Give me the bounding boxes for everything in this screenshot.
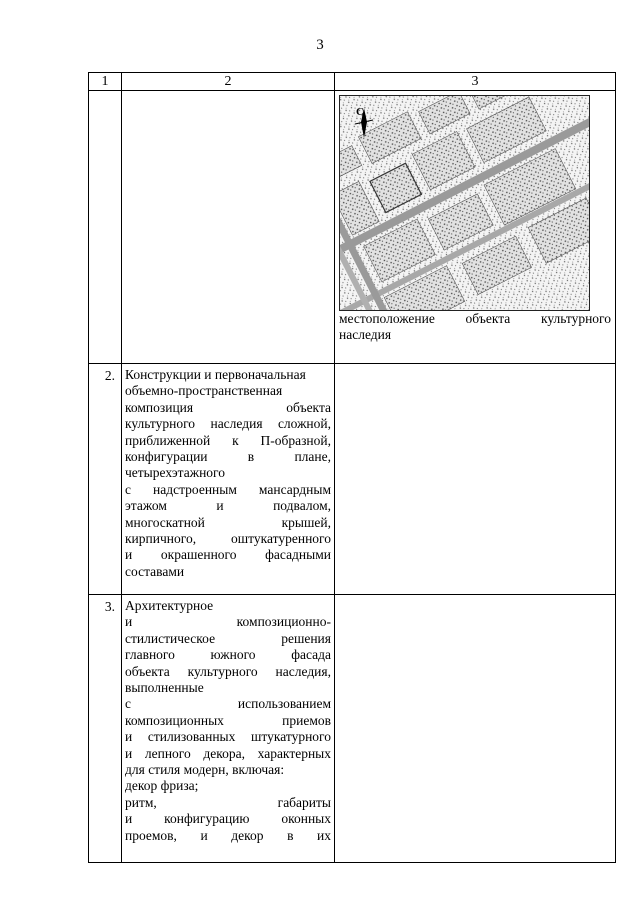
header-col-1: 1 xyxy=(89,73,122,91)
text-line: с надстроенным мансардным xyxy=(125,481,331,497)
text-line: Конструкции и первоначальная xyxy=(125,367,306,382)
text-line: с использованием xyxy=(125,696,331,712)
row1-text-cell xyxy=(122,91,335,364)
table-row xyxy=(89,91,616,364)
text-line: выполненные xyxy=(125,680,204,696)
text-line: декор фриза; xyxy=(125,778,199,794)
row3-empty-cell xyxy=(335,595,616,863)
text-line: многоскатной крышей, xyxy=(125,514,331,530)
row1-num-cell xyxy=(89,91,122,364)
header-col-3: 3 xyxy=(335,73,616,91)
row2-text-cell xyxy=(122,364,335,595)
text-line: Архитектурное xyxy=(125,598,214,613)
row2-empty-cell xyxy=(335,364,616,595)
table-header-row xyxy=(89,73,616,91)
heritage-table xyxy=(88,72,616,863)
table-row xyxy=(89,595,616,863)
text-line: составами xyxy=(125,563,185,579)
header-col-2: 2 xyxy=(122,73,335,91)
text-line: объемно-пространственная xyxy=(125,383,283,399)
text-line: культурного наследия сложной, xyxy=(125,416,331,432)
text-line: конфигурации в плане, xyxy=(125,449,331,465)
text-line: композиция объекта xyxy=(125,399,331,415)
text-line: четырехэтажного xyxy=(125,465,225,481)
map-north-label: С xyxy=(356,106,364,118)
table-row xyxy=(89,364,616,595)
location-map xyxy=(339,95,590,311)
text-line: стилистическое решения xyxy=(125,630,331,646)
caption-line: местоположение объекта культурного xyxy=(339,311,611,326)
caption-line: наследия xyxy=(339,327,392,342)
text-line: и конфигурацию оконных xyxy=(125,811,331,827)
text-line: для стиля модерн, включая: xyxy=(125,762,285,778)
text-line: приближенной к П-образной, xyxy=(125,432,331,448)
row1-map-cell xyxy=(335,91,616,364)
text-line: главного южного фасада xyxy=(125,647,331,663)
row2-number: 2. xyxy=(89,364,122,595)
text-line: проемов, и декор в их xyxy=(125,827,331,843)
text-line: кирпичного, оштукатуренного xyxy=(125,531,331,547)
text-line: и лепного декора, характерных xyxy=(125,745,331,761)
text-line: этажом и подвалом, xyxy=(125,498,331,514)
map-caption xyxy=(337,311,613,343)
text-line: объекта культурного наследия, xyxy=(125,663,331,679)
text-line: ритм, габариты xyxy=(125,794,331,810)
text-line: и окрашенного фасадными xyxy=(125,547,331,563)
row3-number: 3. xyxy=(89,595,122,863)
text-line: и композиционно- xyxy=(125,614,331,630)
row3-text-cell xyxy=(122,595,335,863)
page-number: 3 xyxy=(316,37,324,53)
text-line: композиционных приемов xyxy=(125,712,331,728)
text-line: и стилизованных штукатурного xyxy=(125,729,331,745)
